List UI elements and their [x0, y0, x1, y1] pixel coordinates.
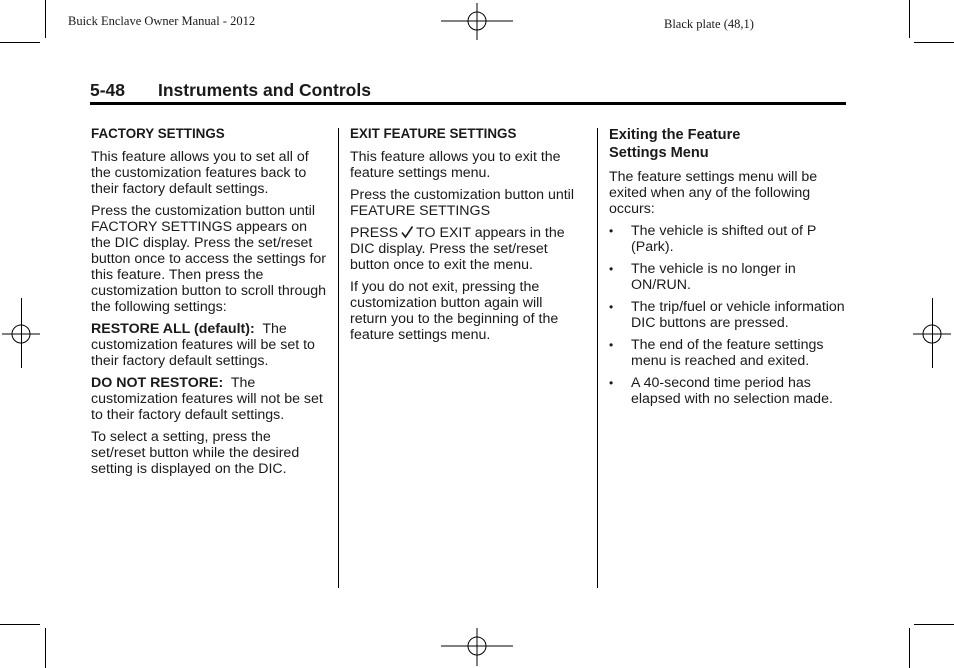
manual-title: Buick Enclave Owner Manual - 2012 [68, 14, 256, 28]
exit-feature-step1: Press the customization button until FEATURE SETTINGS [350, 187, 574, 219]
column-factory-settings [91, 126, 327, 483]
exit-feature-step2 [350, 225, 582, 273]
registration-mark-top [441, 0, 513, 42]
restore-all-label: RESTORE ALL (default): [91, 321, 255, 337]
section-title: Instruments and Controls [158, 80, 371, 100]
restore-all-text: The customization features will be set to their factory default settings. [91, 321, 315, 369]
list-item-text: The trip/fuel or vehicle information DIC buttons are pressed. [631, 299, 845, 331]
exit-feature-note: If you do not exit, pressing the customization button again will return you to the beginning of the feature settings menu. [350, 279, 559, 343]
exit-feature-heading: EXIT FEATURE SETTINGS [350, 126, 517, 141]
column-exit-feature-settings [350, 126, 582, 349]
checkmark-icon [400, 225, 414, 239]
list-item-text: The end of the feature settings menu is reached and exited. [631, 337, 824, 369]
list-item [609, 375, 845, 407]
list-item-text: A 40-second time period has elapsed with no selection made. [631, 375, 833, 407]
exit-conditions-list [609, 223, 845, 407]
list-item [609, 223, 845, 255]
column-divider-2 [597, 128, 598, 588]
list-item [609, 261, 845, 293]
page-title [90, 80, 371, 101]
factory-settings-intro: This feature allows you to set all of the customization features back to their factory default settings. [91, 149, 309, 197]
bullet-icon: • [609, 376, 614, 390]
title-rule [90, 102, 846, 105]
list-item-text: The vehicle is shifted out of P (Park). [631, 223, 817, 255]
bullet-icon: • [609, 338, 614, 352]
column-divider-1 [338, 128, 339, 588]
to-exit-text: TO EXIT appears in the DIC display. Press the set/reset button once to exit the menu. [350, 225, 565, 273]
bullet-icon: • [609, 224, 614, 238]
column-exiting-menu [609, 126, 845, 413]
registration-mark-left [0, 313, 42, 355]
list-item [609, 337, 845, 369]
page-number: 5-48 [90, 80, 126, 100]
select-setting-text: To select a setting, press the set/reset button while the desired setting is displayed on the DIC. [91, 429, 300, 477]
list-item-text: The vehicle is no longer in ON/RUN. [631, 261, 796, 293]
do-not-restore-text: The customization features will not be set to their factory default settings. [91, 375, 323, 423]
press-text: PRESS [350, 225, 399, 241]
exit-feature-intro: This feature allows you to exit the feature settings menu. [350, 149, 561, 181]
exiting-menu-intro: The feature settings menu will be exited when any of the following occurs: [609, 169, 818, 217]
do-not-restore-option [91, 375, 327, 423]
do-not-restore-label: DO NOT RESTORE: [91, 375, 224, 391]
plate-label: Black plate (48,1) [664, 17, 754, 31]
registration-mark-bottom [441, 626, 513, 668]
factory-settings-instructions: Press the customization button until FACTORY SETTINGS appears on the DIC display. Press the set/reset button once to access the settings for this feature. Then press the customization button to scroll through the following settings: [91, 203, 327, 315]
factory-settings-heading: FACTORY SETTINGS [91, 126, 225, 141]
restore-all-option [91, 321, 327, 369]
list-item [609, 299, 845, 331]
exiting-menu-heading: Exiting the Feature Settings Menu [609, 127, 741, 161]
bullet-icon: • [609, 262, 614, 276]
bullet-icon: • [609, 300, 614, 314]
registration-mark-right [911, 313, 953, 355]
